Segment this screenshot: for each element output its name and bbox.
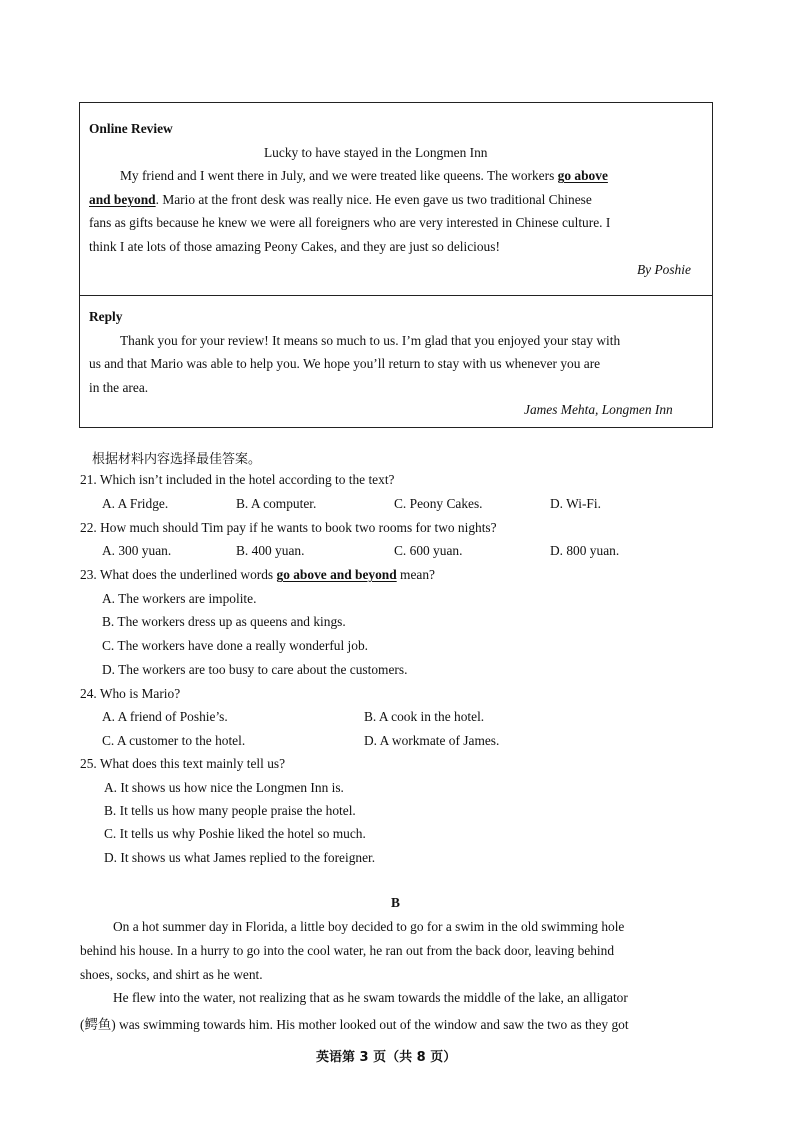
- reply-signature: James Mehta, Longmen Inn: [524, 402, 673, 417]
- q25-option-d: D. It shows us what James replied to the foreigner.: [104, 850, 376, 865]
- underlined-phrase-part1: go above: [557, 168, 608, 183]
- underlined-phrase-part2: and beyond: [89, 192, 156, 207]
- review-line-1: My friend and I went there in July, and we were treated like queens. The workers go above: [120, 168, 608, 183]
- q23-underlined-phrase: go above and beyond: [276, 567, 397, 582]
- question-25-stem: 25. What does this text mainly tell us?: [80, 756, 286, 771]
- q21-option-a: A. A Fridge.: [102, 496, 169, 511]
- review-line-3: fans as gifts because he knew we were all foreigners who are very interested in Chinese culture. I: [89, 215, 611, 230]
- q24-option-c: C. A customer to the hotel.: [102, 733, 246, 748]
- q22-option-d: D. 800 yuan.: [550, 543, 620, 558]
- q24-option-b: B. A cook in the hotel.: [364, 709, 485, 724]
- q25-option-b: B. It tells us how many people praise the hotel.: [104, 803, 356, 818]
- q21-option-b: B. A computer.: [236, 496, 317, 511]
- section-b-label: B: [391, 895, 400, 910]
- q24-option-a: A. A friend of Poshie’s.: [102, 709, 228, 724]
- q23-option-b: B. The workers dress up as queens and kings.: [102, 614, 346, 629]
- passage-b-line-5: (鳄鱼) was swimming towards him. His mother looked out of the window and saw the two as they got: [80, 1017, 629, 1032]
- question-23-stem: 23. What does the underlined words go above and beyond mean?: [80, 567, 435, 582]
- q21-option-c: C. Peony Cakes.: [394, 496, 483, 511]
- q25-option-a: A. It shows us how nice the Longmen Inn is.: [104, 780, 344, 795]
- review-title: Lucky to have stayed in the Longmen Inn: [264, 145, 488, 160]
- q22-option-a: A. 300 yuan.: [102, 543, 172, 558]
- instruction: 根据材料内容选择最佳答案。: [92, 452, 262, 467]
- reply-line-3: in the area.: [89, 380, 149, 395]
- q21-option-d: D. Wi-Fi.: [550, 496, 601, 511]
- q22-option-c: C. 600 yuan.: [394, 543, 463, 558]
- passage-b-line-2: behind his house. In a hurry to go into the cool water, he ran out from the back door, leaving behind: [80, 943, 615, 958]
- question-24-stem: 24. Who is Mario?: [80, 686, 181, 701]
- reply-heading: Reply: [89, 309, 123, 324]
- page-footer: 英语第 3 页（共 8 页）: [316, 1050, 457, 1065]
- reply-line-1: Thank you for your review! It means so much to us. I’m glad that you enjoyed your stay with: [120, 333, 621, 348]
- review-signature: By Poshie: [637, 262, 691, 277]
- q24-option-d: D. A workmate of James.: [364, 733, 500, 748]
- reply-line-2: us and that Mario was able to help you. We hope you’ll return to stay with us whenever you are: [89, 356, 601, 371]
- question-21-stem: 21. Which isn’t included in the hotel according to the text?: [80, 472, 395, 487]
- q23-option-a: A. The workers are impolite.: [102, 591, 257, 606]
- question-22-stem: 22. How much should Tim pay if he wants to book two rooms for two nights?: [80, 520, 497, 535]
- passage-b-line-3: shoes, socks, and shirt as he went.: [80, 967, 263, 982]
- review-line-2: and beyond. Mario at the front desk was really nice. He even gave us two traditional Chinese: [89, 192, 592, 207]
- q22-option-b: B. 400 yuan.: [236, 543, 305, 558]
- review-heading: Online Review: [89, 121, 173, 136]
- passage-b-line-4: He flew into the water, not realizing that as he swam towards the middle of the lake, an alligator: [113, 990, 628, 1005]
- review-line-4: think I ate lots of those amazing Peony Cakes, and they are just so delicious!: [89, 239, 500, 254]
- passage-b-line-1: On a hot summer day in Florida, a little boy decided to go for a swim in the old swimming hole: [113, 919, 625, 934]
- q25-option-c: C. It tells us why Poshie liked the hotel so much.: [104, 826, 366, 841]
- q23-option-c: C. The workers have done a really wonderful job.: [102, 638, 368, 653]
- q23-option-d: D. The workers are too busy to care about the customers.: [102, 662, 408, 677]
